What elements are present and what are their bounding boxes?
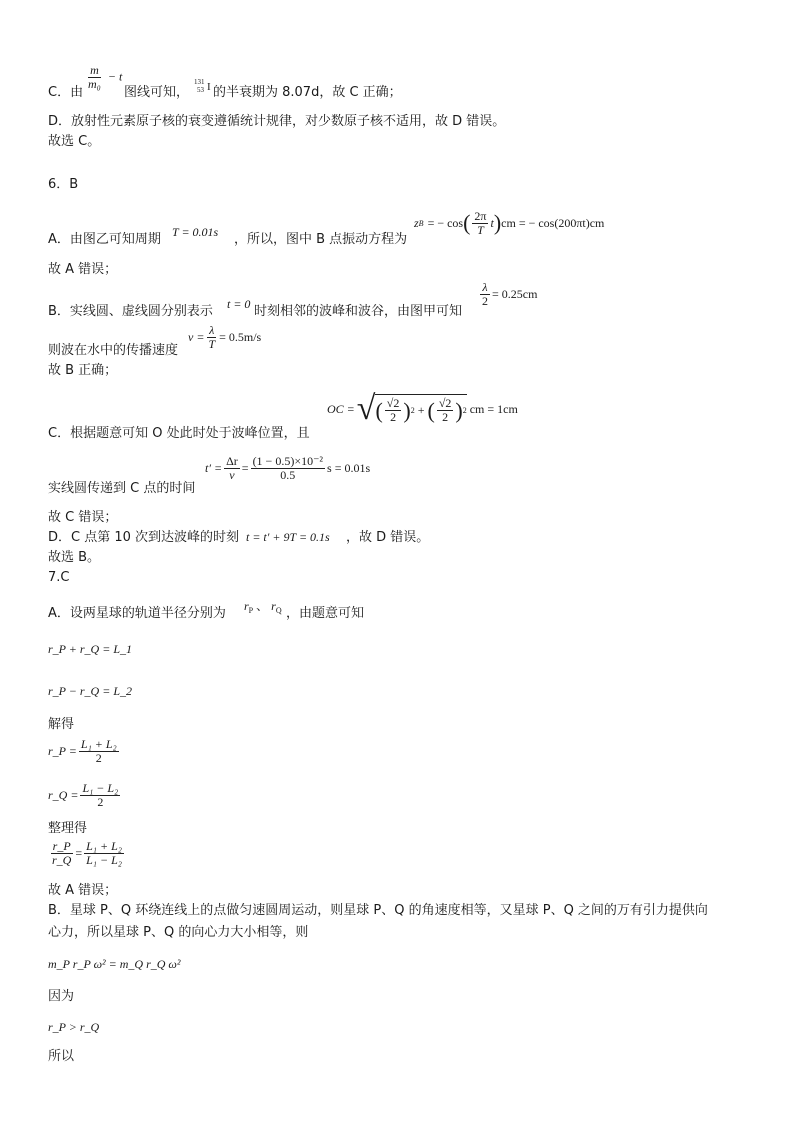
- equation-rp: [48, 738, 121, 765]
- question-6-header: 6．B: [48, 177, 79, 192]
- c5-prefix: C．由: [48, 85, 84, 100]
- so-label: 所以: [48, 1049, 75, 1064]
- graph-fraction: [84, 64, 122, 91]
- isotope-z: 53: [197, 86, 204, 94]
- c6-time-text: 实线圆传递到 C 点的时间: [48, 481, 196, 496]
- eq-z-sub: B: [418, 218, 424, 228]
- a6-text2: ，所以，图中 B 点振动方程为: [234, 232, 408, 247]
- equation-force: m_P r_P ω² = m_Q r_Q ω²: [48, 957, 181, 971]
- eq-2pi: 2π: [474, 208, 487, 223]
- c5-mid: [124, 84, 189, 102]
- d6-text2: ，故 D 错误。: [346, 530, 430, 545]
- eq-result: cm = − cos(200πt)cm: [501, 215, 605, 230]
- oc-lhs: OC =: [327, 401, 355, 416]
- a6-text1: A．由图乙可知周期: [48, 232, 161, 247]
- speed-num: λ: [209, 323, 215, 337]
- time-v: v: [229, 468, 235, 482]
- ratio-num: L₁ + L₂: [86, 839, 122, 853]
- ratio-den: L₁ − L₂: [86, 853, 122, 867]
- oc-result: cm = 1cm: [469, 401, 518, 416]
- sqrt2-b: √2: [438, 396, 452, 410]
- solve-label: 解得: [48, 717, 75, 732]
- rp-lhs: r_P =: [48, 744, 77, 758]
- d6-eq: t = t′ + 9T = 0.1s: [246, 530, 330, 544]
- rp-num: L₁ + L₂: [80, 737, 117, 751]
- time-den: 0.5: [280, 468, 296, 482]
- isotope-mass: 131: [194, 78, 205, 86]
- conclusion-5: 故选 C。: [48, 134, 101, 149]
- b6-speed-text: 则波在水中的传播速度: [48, 343, 179, 358]
- equation-ratio: $\frac{r\_P}{r\_Q}$ = $\frac{\text{L₁ + L₂}}{\text{L₁ − L₂}}$: [52, 839, 122, 867]
- b-vibration-equation: z B = − cos ( $\frac{2\pi}{T}$ t ) cm = − cos(200πt)cm: [414, 208, 605, 237]
- speed-val: = 0.5m/s: [219, 330, 262, 344]
- time-eq-sign: =: [241, 461, 249, 475]
- speed-eq: [188, 324, 261, 351]
- arrange-label: 整理得: [48, 821, 88, 836]
- rq-sub: Q: [275, 606, 282, 615]
- graph-tail: − t: [107, 69, 123, 84]
- c5-suffix: [213, 84, 402, 102]
- two-b: 2: [442, 410, 449, 424]
- isotope-symbol: I: [207, 81, 211, 93]
- speed-den: T: [208, 337, 216, 351]
- eq-minus-cos: = − cos: [427, 215, 464, 230]
- d6-text1: D．C 点第 10 次到达波峰的时刻: [48, 530, 240, 545]
- plus: +: [417, 403, 425, 417]
- oc-equation: OC = √ ( $\frac{√2}{2}$ ) 2 + ( $\frac{√2}{2}$ ) 2 cm = 1cm: [327, 390, 518, 427]
- ratio-lnum: r_P: [52, 839, 71, 853]
- rq-den: 2: [97, 795, 104, 809]
- a6-result: 故 A 错误；: [48, 262, 118, 277]
- rp-den: 2: [95, 751, 102, 765]
- time-num: (1 − 0.5)×10⁻²: [252, 454, 324, 468]
- eq-T: T: [477, 222, 484, 237]
- graph-den: m₀: [88, 77, 101, 91]
- rp: r: [244, 599, 249, 613]
- c5-suffix-text: 的半衰期为 8.07d，故 C 正确；: [213, 85, 402, 100]
- equation-inequality: r_P > r_Q: [48, 1020, 100, 1034]
- equation-rq: [48, 782, 122, 809]
- period-eq: T = 0.01s: [172, 225, 219, 239]
- speed-v: v =: [188, 330, 205, 344]
- equation-diff: r_P − r_Q = L_2: [48, 684, 132, 698]
- c5-mid-text: 图线可知，: [124, 85, 190, 100]
- time-tp: t′ =: [205, 461, 223, 475]
- a7-text2: ，由题意可知: [286, 606, 365, 621]
- option-c5-line: [48, 84, 83, 102]
- b6-text2: 时刻相邻的波峰和波谷，由图甲可知: [254, 304, 463, 319]
- b7-line2: 心力，所以星球 P、Q 的向心力大小相等，则: [48, 925, 309, 940]
- lambda-val: = 0.25cm: [492, 287, 538, 301]
- sqrt2-a: √2: [386, 396, 400, 410]
- lambda-num: λ: [482, 280, 488, 294]
- a7-text1: A．设两星球的轨道半径分别为: [48, 606, 226, 621]
- time-dr: Δr: [226, 454, 238, 468]
- ratio-lden: r_Q: [52, 853, 72, 867]
- graph-num: m: [90, 63, 99, 77]
- square-b: 2: [462, 406, 467, 415]
- c6-text: C．根据题意可知 O 处此时处于波峰位置，且: [48, 426, 310, 441]
- lambda-eq: [478, 281, 537, 308]
- b6-text1: B．实线圆、虚线圆分别表示: [48, 304, 213, 319]
- two-a: 2: [390, 410, 397, 424]
- b6-result: 故 B 正确；: [48, 363, 118, 378]
- a7-result: 故 A 错误；: [48, 883, 118, 898]
- t0-eq: t = 0: [227, 297, 251, 311]
- equation-sum: r_P + r_Q = L_1: [48, 642, 132, 656]
- because-label: 因为: [48, 989, 75, 1004]
- c6-result: 故 C 错误；: [48, 510, 118, 525]
- time-equation: [205, 455, 370, 482]
- b7-line1: B．星球 P、Q 环绕连线上的点做匀速圆周运动，则星球 P、Q 的角速度相等，又星球 P、Q 之间的万有引力提供向: [48, 903, 708, 918]
- rp-sub: P: [248, 606, 254, 615]
- rq-lhs: r_Q =: [48, 788, 79, 802]
- eq-t: t: [490, 215, 494, 230]
- option-d5: D．放射性元素原子核的衰变遵循统计规律，对少数原子核不适用，故 D 错误。: [48, 114, 506, 129]
- conclusion-6: 故选 B。: [48, 550, 101, 565]
- sep: 、: [256, 599, 269, 613]
- rq-num: L₁ − L₂: [82, 781, 119, 795]
- rq: r: [271, 599, 276, 613]
- a7-radii: [244, 597, 282, 615]
- question-7-header: 7.C: [48, 570, 70, 585]
- eq-z: z: [414, 215, 419, 230]
- lambda-den: 2: [482, 294, 488, 308]
- time-val: s = 0.01s: [327, 461, 371, 475]
